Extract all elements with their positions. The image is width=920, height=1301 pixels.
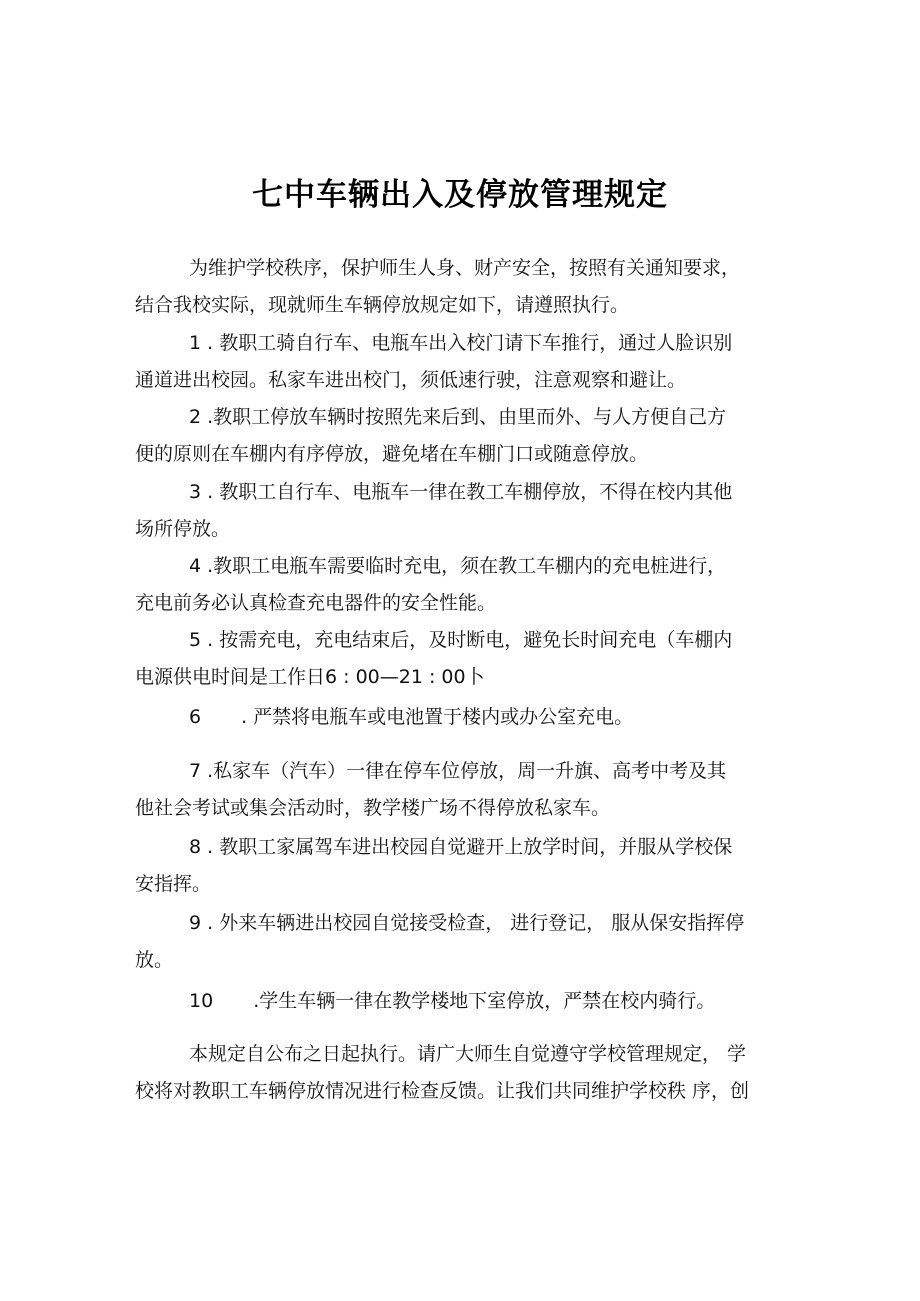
rule-item-3 <box>135 474 795 548</box>
rule-item-1 <box>135 325 795 399</box>
paragraph-line: 7 .私家车（汽车）一律在停车位停放，周一升旗、高考中考及其 <box>189 760 727 782</box>
paragraph-line: 校将对教职工车辆停放情况进行检查反馈。让我们共同维护学校秩 序，创 <box>135 1080 750 1102</box>
paragraph-line: 1 . 教职工骑自行车、电瓶车出入校门请下车推行，通过人脸识别 <box>189 332 733 354</box>
paragraph-line: 2 .教职工停放车辆时按照先来后到、由里而外、与人方便自己方 <box>189 406 727 428</box>
rule-item-7 <box>135 753 795 827</box>
rule-item-5 <box>135 622 795 696</box>
rule-item-10 <box>135 983 795 1020</box>
document-title: 七中车辆出入及停放管理规定 <box>252 177 668 213</box>
paragraph-line: 结合我校实际，现就师生车辆停放规定如下，请遵照执行。 <box>135 294 630 316</box>
paragraph-line: 场所停放。 <box>135 518 231 540</box>
rule-item-9 <box>135 905 795 979</box>
rule-item-2 <box>135 399 795 473</box>
paragraph-line: 本规定自公布之日起执行。请广大师生自觉遵守学校管理规定， 学 <box>189 1043 747 1065</box>
rule-item-4 <box>135 548 795 622</box>
paragraph-line: 3 . 教职工自行车、电瓶车一律在教工车棚停放，不得在校内其他 <box>189 481 733 503</box>
paragraph-closing <box>135 1036 795 1110</box>
paragraph-line <box>135 983 795 1020</box>
paragraph-line: 他社会考试或集会活动时，教学楼广场不得停放私家车。 <box>135 797 611 819</box>
paragraph-line: 充电前务必认真检查充电器件的安全性能。 <box>135 592 497 614</box>
paragraph-line <box>135 699 795 736</box>
paragraph-line: 通道进出校园。私家车进出校门，须低速行驶，注意观察和避让。 <box>135 369 687 391</box>
paragraph-line: 放。 <box>135 949 174 971</box>
rule-item-8 <box>135 829 795 903</box>
rule-item-6 <box>135 699 795 736</box>
paragraph-line: 4 .教职工电瓶车需要临时充电，须在教工车棚内的充电桩进行， <box>189 555 727 577</box>
paragraph-line: 为维护学校秩序，保护师生人身、财产安全，按照有关通知要求， <box>189 257 741 279</box>
item-text: .学生车辆一律在教学楼地下室停放，严禁在校内骑行。 <box>253 990 716 1012</box>
paragraph-line: 安指挥。 <box>135 873 212 895</box>
paragraph-line: 8 . 教职工家属驾车进出校园自觉避开上放学时间，并服从学校保 <box>189 836 733 858</box>
paragraph-line: 电源供电时间是工作日6 : 00—21 : 00卜 <box>135 666 485 688</box>
item-number: 6 <box>189 706 202 728</box>
paragraph-line: 便的原则在车棚内有序停放，避免堵在车棚门口或随意停放。 <box>135 443 649 465</box>
paragraph-line: 9 . 外来车辆进出校园自觉接受检查， 进行登记， 服从保安指挥停 <box>189 912 745 934</box>
paragraph-intro <box>135 250 795 324</box>
item-number: 10 <box>189 990 214 1012</box>
item-text: . 严禁将电瓶车或电池置于楼内或办公室充电。 <box>241 706 634 728</box>
paragraph-line: 5 . 按需充电，充电结束后，及时断电，避免长时间充电（车棚内 <box>189 629 733 651</box>
